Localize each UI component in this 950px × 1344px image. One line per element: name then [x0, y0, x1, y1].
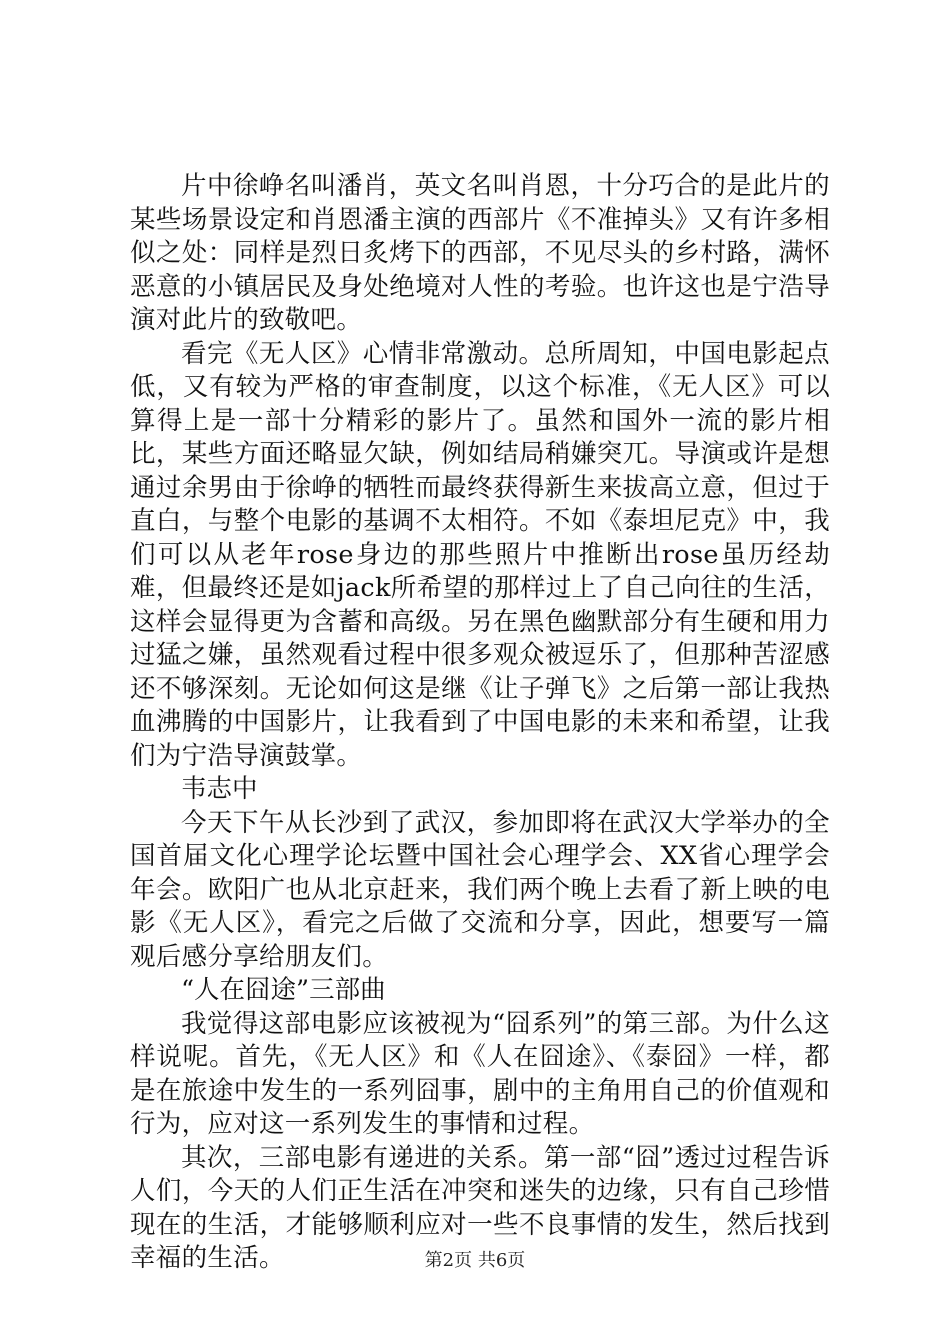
paragraph: 其次，三部电影有递进的关系。第一部“囧”透过过程告诉人们，今天的人们正生活在冲突和迷失的边缘，只有自己珍惜现在的生活，才能够顺利应对一些不良事情的发生，然后找到幸福的生活。 — [130, 1142, 830, 1273]
document-body — [130, 170, 830, 1276]
paragraph: 片中徐峥名叫潘肖，英文名叫肖恩，十分巧合的是此片的某些场景设定和肖恩潘主演的西部片《不准掉头》又有许多相似之处：同样是烈日炙烤下的西部，不见尽头的乡村路，满怀恶意的小镇居民及身处绝境对人性的考验。也许这也是宁浩导演对此片的致敬吧。 — [130, 171, 830, 335]
author-line: 韦志中 — [181, 774, 258, 804]
paragraph: 我觉得这部电影应该被视为“囧系列”的第三部。为什么这样说呢。首先，《无人区》和《人在囧途》、《泰囧》一样，都是在旅途中发生的一系列囧事，剧中的主角用自己的价值观和行为，应对这一系列发生的事情和过程。 — [130, 1008, 830, 1139]
page-number-footer: 第2页 共6页 — [424, 1250, 526, 1271]
section-heading: “人在囧途”三部曲 — [181, 975, 386, 1005]
paragraph: 看完《无人区》心情非常激动。总所周知，中国电影起点低，又有较为严格的审查制度，以这个标准，《无人区》可以算得上是一部十分精彩的影片了。虽然和国外一流的影片相比，某些方面还略显欠缺，例如结局稍嫌突兀。导演或许是想通过余男由于徐峥的牺牲而最终获得新生来拔高立意，但过于直白，与整个电影的基调不太相符。不如《泰坦尼克》中，我们可以从老年rose身边的那些照片中推断出rose虽历经劫难，但最终还是如jack所希望的那样过上了自己向往的生活，这样会显得更为含蓄和高级。另在黑色幽默部分有生硬和用力过猛之嫌，虽然观看过程中很多观众被逗乐了，但那种苦涩感还不够深刻。无论如何这是继《让子弹飞》之后第一部让我热血沸腾的中国影片，让我看到了中国电影的未来和希望，让我们为宁浩导演鼓掌。 — [130, 338, 830, 771]
paragraph: 今天下午从长沙到了武汉，参加即将在武汉大学举办的全国首届文化心理学论坛暨中国社会心理学会、XX省心理学会年会。欧阳广也从北京赶来，我们两个晚上去看了新上映的电影《无人区》，看完之后做了交流和分享，因此，想要写一篇观后感分享给朋友们。 — [130, 807, 830, 972]
